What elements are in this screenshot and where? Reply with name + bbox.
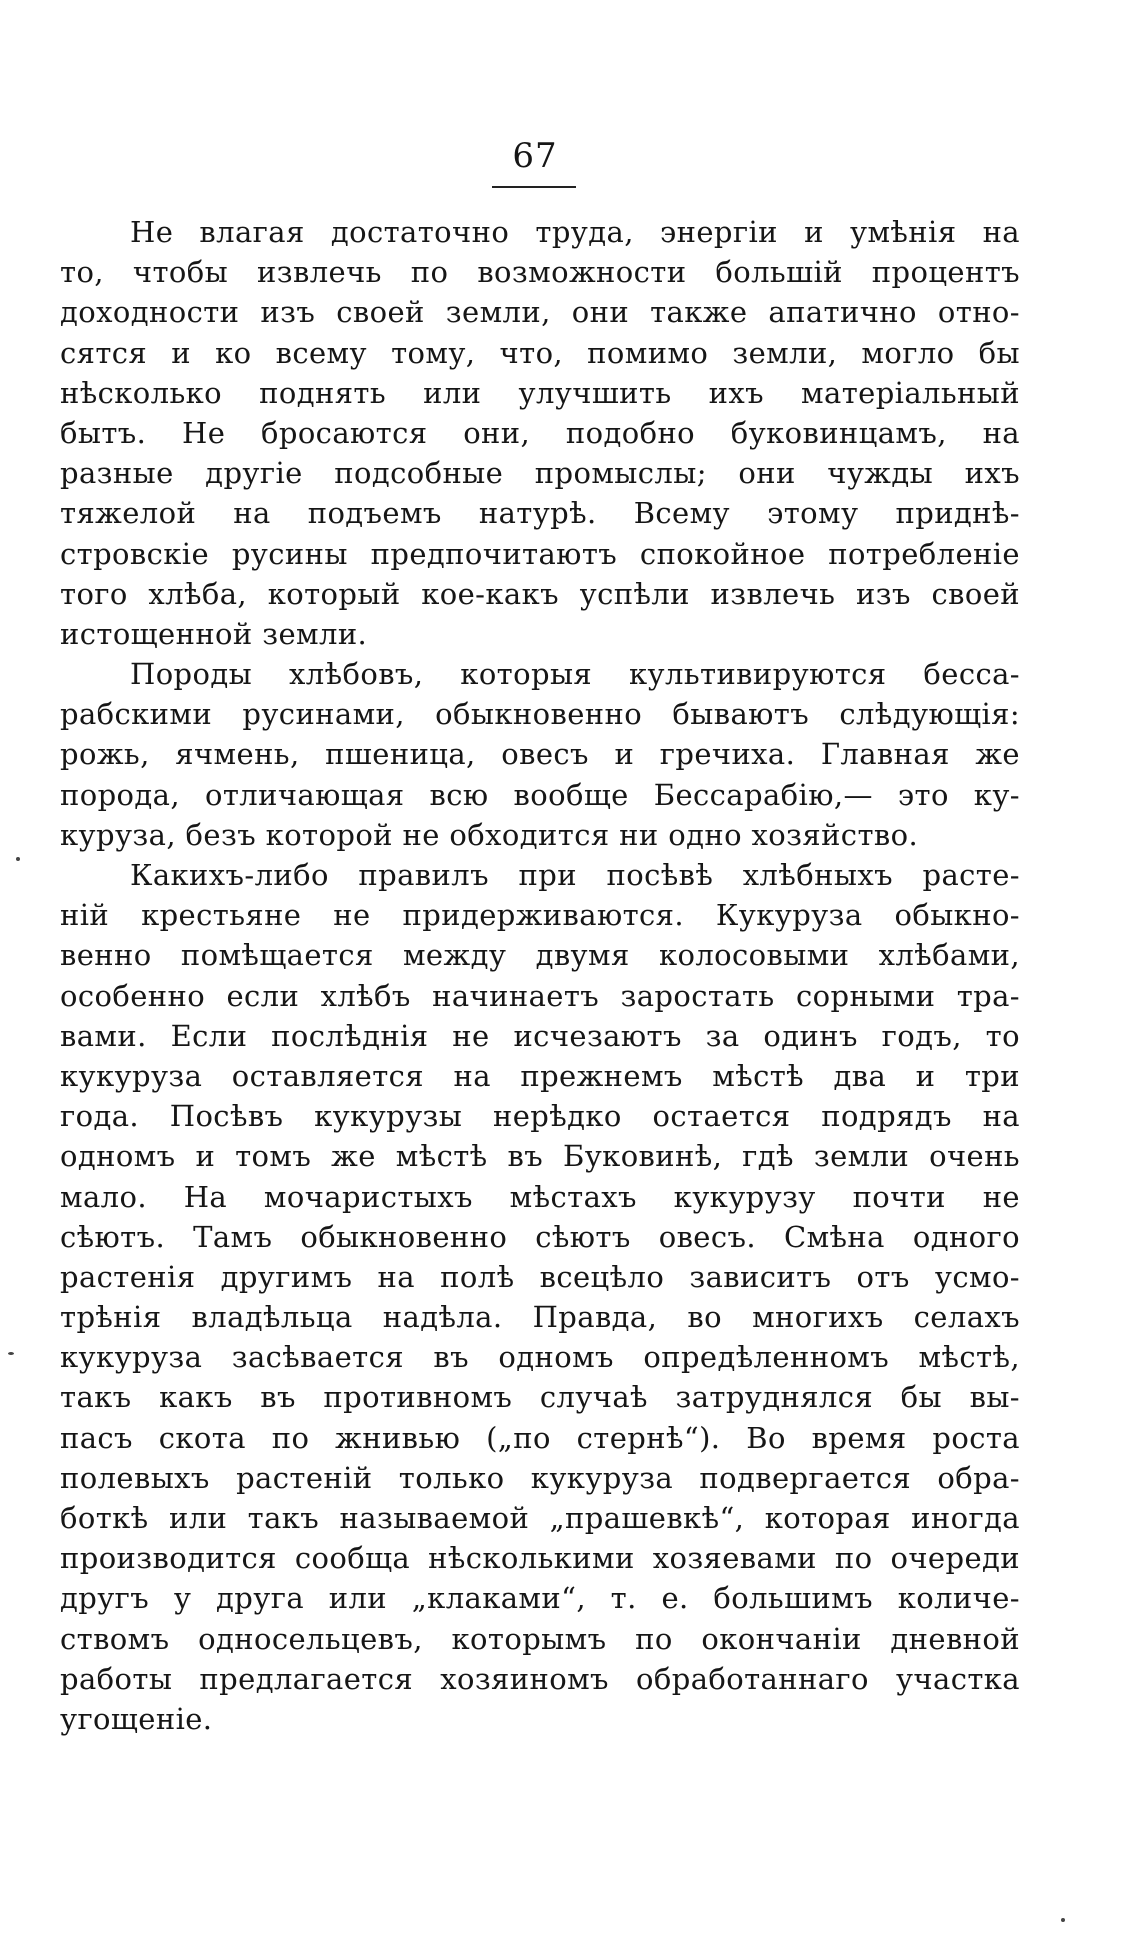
text-line: угощеніе. (60, 1701, 213, 1736)
text-line: рабскими русинами, обыкновенно бываютъ слѣдующія: (60, 697, 1020, 732)
text-line: Какихъ-либо правилъ при посѣвѣ хлѣбныхъ расте- (130, 858, 1020, 892)
text-line: одномъ и томъ же мѣстѣ въ Буковинѣ, гдѣ земли очень (60, 1139, 1020, 1174)
text-line: кукуруза оставляется на прежнемъ мѣстѣ два и три (60, 1058, 1020, 1093)
text-line: стровскіе русины предпочитаютъ спокойное потребленіе (60, 536, 1020, 571)
text-line: рожь, ячмень, пшеница, овесъ и гречиха. Главная же (60, 737, 1020, 772)
page-number: 67 (512, 136, 558, 176)
scan-speck (8, 1352, 14, 1355)
text-line: Породы хлѣбовъ, которыя культивируются бесса- (130, 657, 1020, 692)
text-line: того хлѣба, который кое-какъ успѣли извлечь изъ своей (60, 576, 1020, 611)
scan-speck (1061, 1918, 1065, 1922)
text-line: порода, отличающая всю вообще Бессарабію,— это ку- (60, 777, 1020, 812)
text-line: Не влагая достаточно труда, энергіи и умѣнія на (130, 215, 1020, 249)
text-line: тяжелой на подъемъ натурѣ. Всему этому приднѣ- (60, 496, 1020, 531)
text-line: ній крестьяне не придерживаются. Кукуруза обыкно- (60, 898, 1020, 933)
text-line: ствомъ односельцевъ, которымъ по окончаніи дневной (60, 1621, 1020, 1656)
text-line: кукуруза засѣвается въ одномъ опредѣленномъ мѣстѣ, (60, 1340, 1020, 1375)
text-line: доходности изъ своей земли, они также апатично отно- (60, 295, 1020, 330)
text-line: вами. Если послѣднія не исчезаютъ за одинъ годъ, то (60, 1018, 1020, 1053)
text-line: бытъ. Не бросаются они, подобно буковинцамъ, на (60, 415, 1020, 450)
text-line: пасъ скота по жнивью („по стернѣ“). Во время роста (60, 1420, 1020, 1455)
text-line: такъ какъ въ противномъ случаѣ затруднялся бы вы- (60, 1380, 1020, 1415)
text-line: растенія другимъ на полѣ всецѣло зависитъ отъ усмо- (60, 1259, 1020, 1294)
text-line: сѣютъ. Тамъ обыкновенно сѣютъ овесъ. Смѣна одного (60, 1219, 1020, 1254)
scan-speck (16, 857, 20, 861)
text-line: полевыхъ растеній только кукуруза подвергается обра- (60, 1460, 1020, 1495)
text-line: особенно если хлѣбъ начинаетъ заростать сорными тра- (60, 978, 1020, 1013)
text-line: года. Посѣвъ кукурузы нерѣдко остается подрядъ на (60, 1099, 1020, 1134)
body-text (60, 212, 1020, 1739)
text-line: венно помѣщается между двумя колосовыми хлѣбами, (60, 938, 1020, 973)
text-line: разные другіе подсобные промыслы; они чужды ихъ (60, 456, 1020, 491)
paragraph (60, 212, 1020, 654)
text-line: производится сообща нѣсколькими хозяевами по очереди (60, 1541, 1020, 1576)
page-number-rule (492, 186, 576, 188)
text-line: трѣнія владѣльца надѣла. Правда, во многихъ селахъ (60, 1300, 1020, 1335)
text-line: нѣсколько поднять или улучшить ихъ матеріальный (60, 375, 1020, 410)
text-line: мало. На мочаристыхъ мѣстахъ кукурузу почти не (60, 1179, 1020, 1214)
text-line: боткѣ или такъ называемой „прашевкѣ“, которая иногда (60, 1501, 1020, 1535)
paragraph (60, 654, 1020, 855)
text-line: работы предлагается хозяиномъ обработаннаго участка (60, 1661, 1020, 1696)
text-line: то, чтобы извлечь по возможности большій процентъ (60, 255, 1020, 290)
text-line: куруза, безъ которой не обходится ни одно хозяйство. (60, 817, 919, 852)
text-line: другъ у друга или „клаками“, т. е. большимъ количе- (60, 1581, 1020, 1616)
text-line: сятся и ко всему тому, что, помимо земли, могло бы (60, 335, 1020, 370)
text-line: истощенной земли. (60, 616, 368, 651)
paragraph (60, 855, 1020, 1739)
